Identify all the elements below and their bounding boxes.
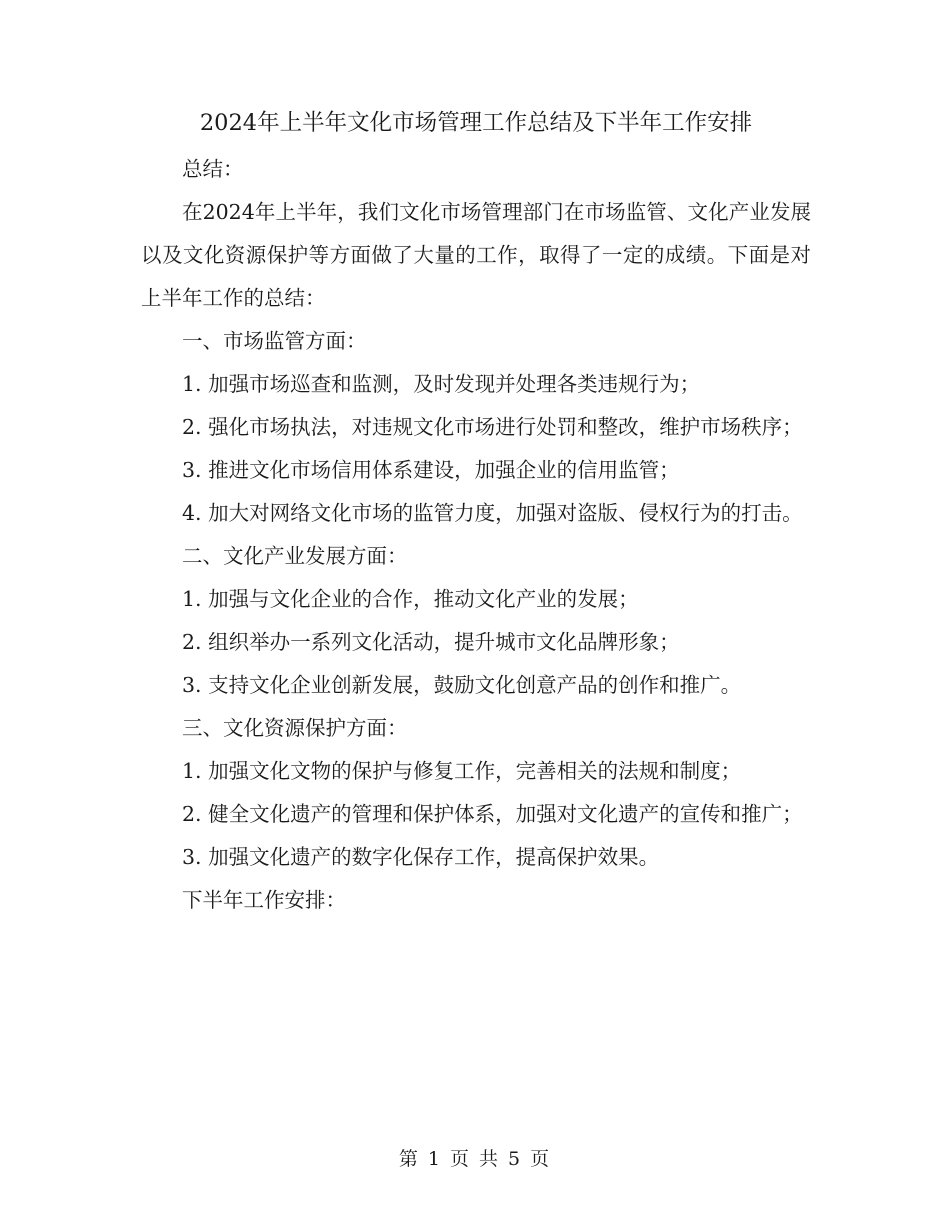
- document-body: [141, 98, 811, 922]
- list-item: 3. 推进文化市场信用体系建设，加强企业的信用监管；: [182, 458, 680, 482]
- page-footer: 第 1 页 共 5 页: [398, 1148, 552, 1170]
- paragraph-intro: 在2024年上半年，我们文化市场管理部门在市场监管、文化产业发展以及文化资源保护等方面做了大量的工作，取得了一定的成绩。下面是对上半年工作的总结：: [141, 200, 811, 310]
- section-heading-industry-development: 二、文化产业发展方面：: [182, 544, 408, 568]
- list-item: 1. 加强文化文物的保护与修复工作，完善相关的法规和制度；: [182, 759, 742, 783]
- list-item: 2. 组织举办一系列文化活动，提升城市文化品牌形象；: [182, 630, 680, 654]
- list-item: 1. 加强与文化企业的合作，推动文化产业的发展；: [182, 587, 639, 611]
- paragraph-summary-heading: 总结：: [182, 157, 244, 181]
- list-item: 3. 加强文化遗产的数字化保存工作，提高保护效果。: [182, 845, 660, 869]
- list-item: 4. 加大对网络文化市场的监管力度，加强对盗版、侵权行为的打击。: [182, 501, 803, 525]
- list-item: 2. 健全文化遗产的管理和保护体系，加强对文化遗产的宣传和推广；: [182, 802, 803, 826]
- list-item: 3. 支持文化企业创新发展，鼓励文化创意产品的创作和推广。: [182, 673, 742, 697]
- list-item: 2. 强化市场执法，对违规文化市场进行处罚和整改，维护市场秩序；: [182, 415, 803, 439]
- document-title: 2024年上半年文化市场管理工作总结及下半年工作安排: [199, 110, 753, 136]
- list-item: 1. 加强市场巡查和监测，及时发现并处理各类违规行为；: [182, 372, 701, 396]
- section-heading-market-supervision: 一、市场监管方面：: [182, 329, 367, 353]
- section-heading-resource-protection: 三、文化资源保护方面：: [182, 716, 408, 740]
- paragraph-second-half-heading: 下半年工作安排：: [182, 888, 346, 912]
